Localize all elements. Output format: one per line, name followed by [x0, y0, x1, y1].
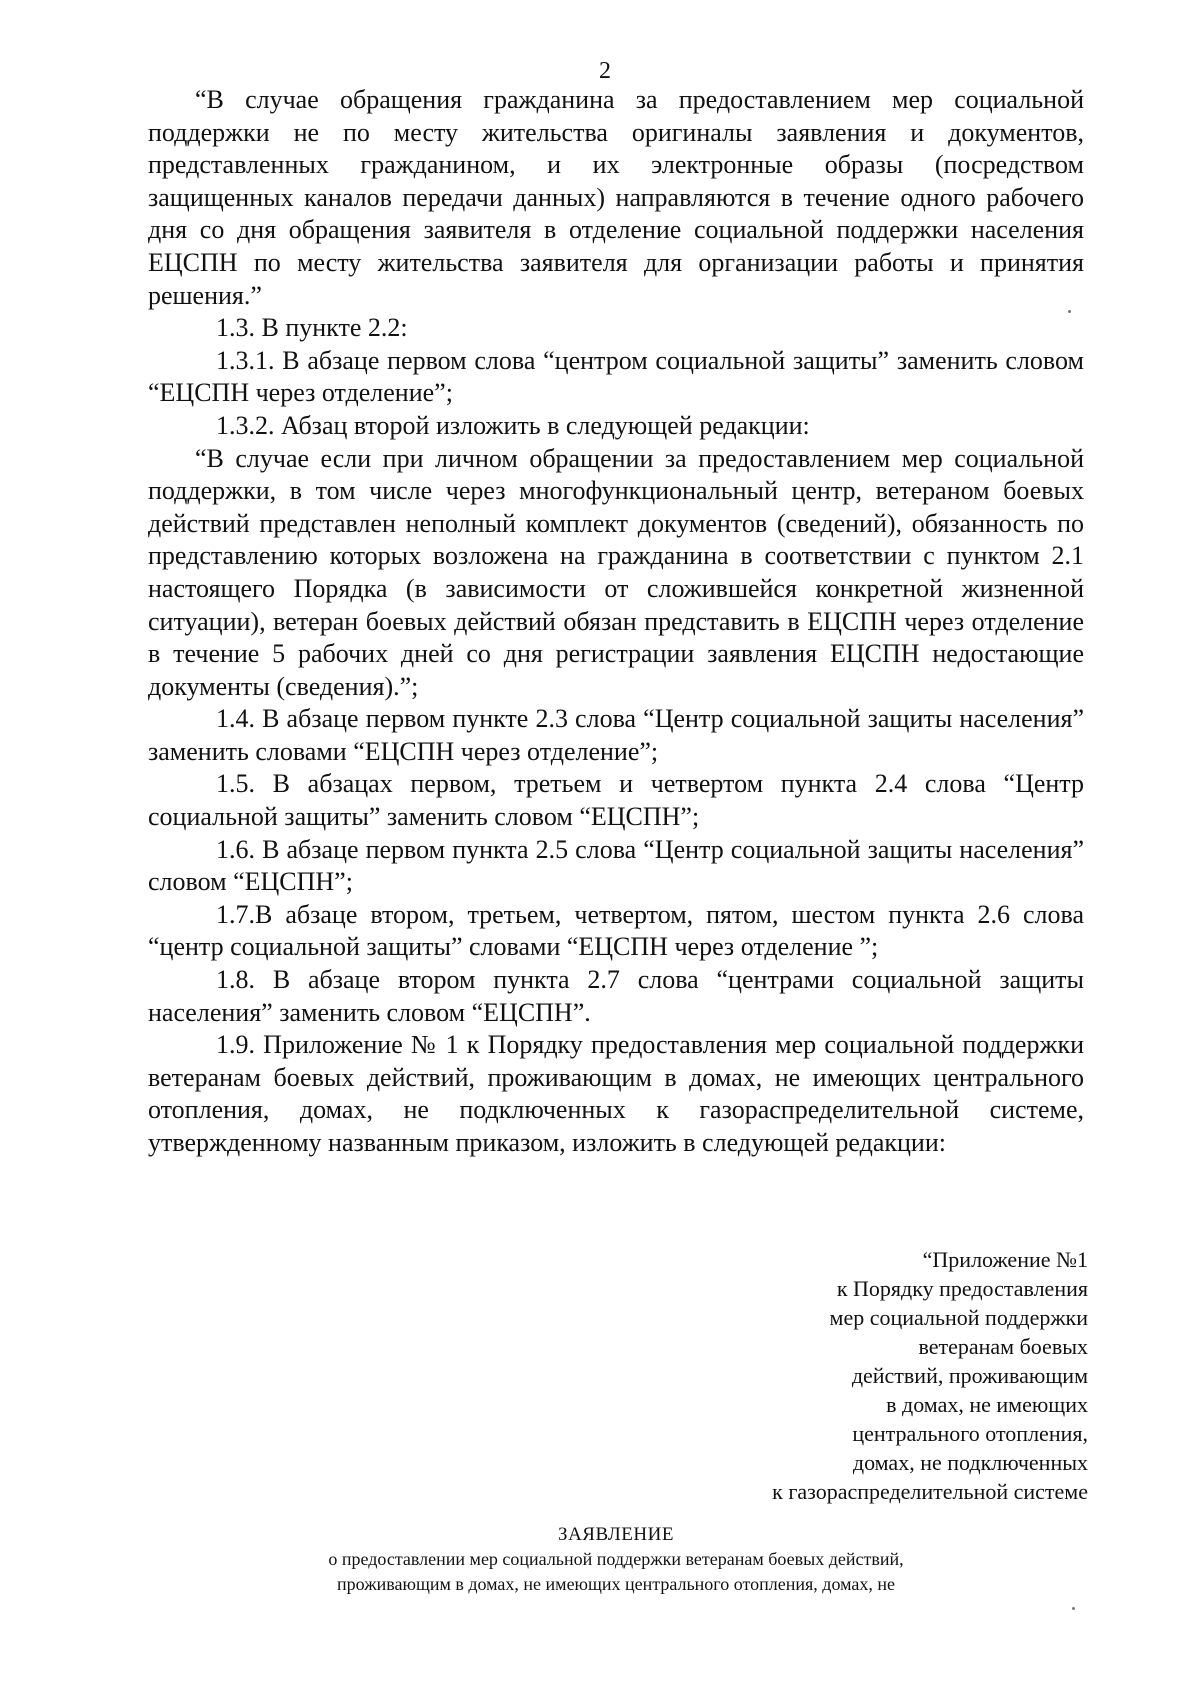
appendix-line: к Порядку предоставления: [836, 1276, 1088, 1301]
page-number: 2: [599, 58, 611, 84]
paragraph: 1.7.В абзаце втором, третьем, четвертом, пятом, шестом пункта 2.6 слова “центр социальной защиты” словами “ЕЦСПН через отделение ”;: [148, 899, 1084, 962]
paragraph: “В случае обращения гражданина за предоставлением мер социальной поддержки не по месту жительства оригиналы заявления и документов, представленных гражданином, и их электронные образы (посредством защищенных каналов передачи данных) направляются в течение одного рабочего дня со дня обращения заявителя в отделение социальной поддержки населения ЕЦСПН по месту жительства заявителя для организации работы и принятия решения.”: [148, 85, 1084, 310]
paragraph: “В случае если при личном обращении за предоставлением мер социальной поддержки, в том числе через многофункциональный центр, ветераном боевых действий представлен неполный комплект документов (сведений), обязанность по представлению которых возложена на гражданина в соответствии с пунктом 2.1 настоящего Порядка (в зависимости от сложившейся конкретной жизненной ситуации), ветеран боевых действий обязан представить в ЕЦСПН через отделение в течение 5 рабочих дней со дня регистрации заявления ЕЦСПН недостающие документы (сведения).”;: [148, 443, 1084, 701]
document-body: [148, 84, 1084, 1160]
paragraph: 1.9. Приложение № 1 к Порядку предоставления мер социальной поддержки ветеранам боевых действий, проживающим в домах, не имеющих центрального отопления, домах, не подключенных к газораспределительной системе, утвержденному названным приказом, изложить в следующей редакции:: [148, 1030, 1084, 1157]
appendix-line: в домах, не имеющих: [886, 1392, 1088, 1417]
paragraph: 1.3.2. Абзац второй изложить в следующей редакции:: [216, 410, 810, 440]
appendix-header: [688, 1245, 1088, 1506]
paragraph: 1.4. В абзаце первом пункте 2.3 слова “Центр социальной защиты населения” заменить словами “ЕЦСПН через отделение”;: [148, 704, 1084, 766]
statement-subtitle-line: проживающим в домах, не имеющих центрального отопления, домах, не: [337, 1574, 895, 1594]
paragraph: 1.6. В абзаце первом пункта 2.5 слова “Центр социальной защиты населения” словом “ЕЦСПН”;: [148, 834, 1084, 897]
statement-subtitle-line: о предоставлении мер социальной поддержки ветеранам боевых действий,: [328, 1549, 904, 1569]
appendix-line: мер социальной поддержки: [829, 1305, 1088, 1330]
scan-speck: [1068, 310, 1071, 313]
paragraph: 1.5. В абзацах первом, третьем и четвертом пункта 2.4 слова “Центр социальной защиты” заменить словом “ЕЦСПН”;: [148, 769, 1084, 832]
paragraph: 1.3. В пункте 2.2:: [216, 313, 408, 343]
scan-speck: [1072, 1607, 1075, 1610]
appendix-line: центрального отопления,: [852, 1421, 1088, 1446]
paragraph: 1.8. В абзаце втором пункта 2.7 слова “центрами социальной защиты населения” заменить словом “ЕЦСПН”.: [148, 965, 1084, 1027]
appendix-line: действий, проживающим: [851, 1363, 1088, 1388]
appendix-line: домах, не подключенных: [852, 1450, 1088, 1475]
statement-heading: [148, 1522, 1084, 1597]
appendix-line: к газораспределительной системе: [772, 1479, 1088, 1504]
statement-title: ЗАЯВЛЕНИЕ: [558, 1524, 674, 1545]
appendix-line: ветеранам боевых: [918, 1334, 1088, 1359]
paragraph: 1.3.1. В абзаце первом слова “центром социальной защиты” заменить словом “ЕЦСПН через отделение”;: [148, 345, 1084, 408]
appendix-line: “Приложение №1: [922, 1247, 1088, 1272]
